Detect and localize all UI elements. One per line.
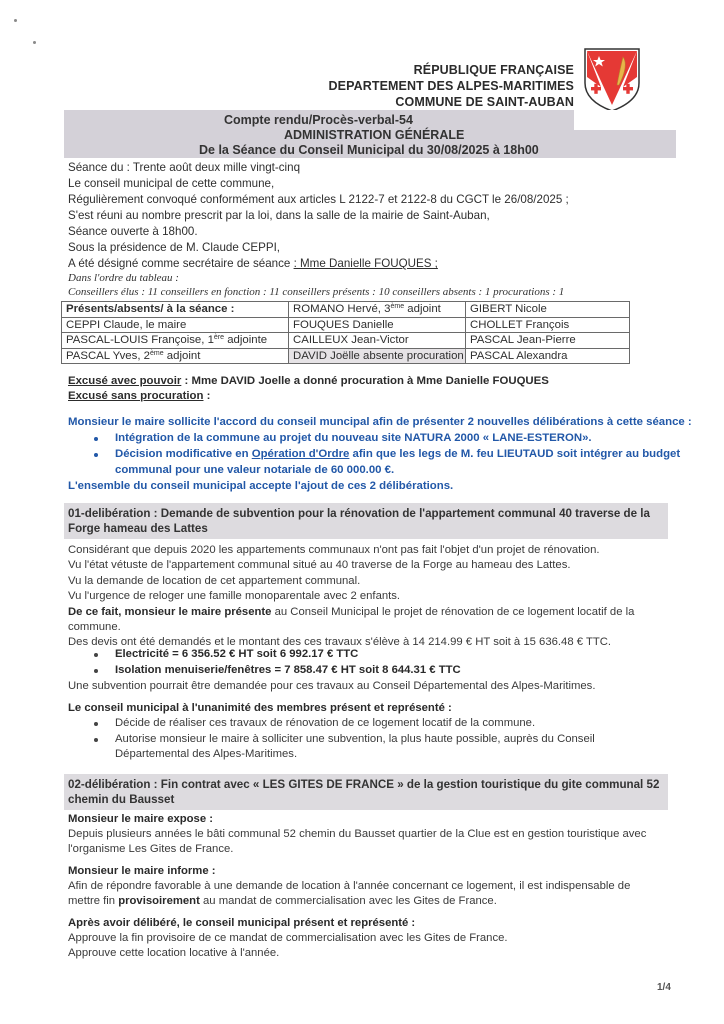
bullet-icon [94,453,98,457]
table-cell: CAILLEUX Jean-Victor [289,333,466,349]
table-cell: PASCAL Yves, 2ème adjoint [62,348,289,364]
inform-heading: Monsieur le maire informe : [68,865,216,877]
councillor-counts: Conseillers élus : 11 conseillers en fonction : 11 conseillers présents : 10 conseillers absents : 1 procurations : 1 [68,286,565,298]
expose-body: Depuis plusieurs années le bâti communal 52 chemin du Bausset quartier de la Clue est en gestion touristique avec l'organisme Les Gites de France. [68,828,647,856]
report-session: De la Séance du Conseil Municipal du 30/08/2025 à 18h00 [199,143,539,157]
intro-line: Sous la présidence de M. Claude CEPPI, [68,241,281,254]
after-deliberation-heading: Après avoir délibéré, le conseil municipal présent et représenté : [68,917,416,929]
additions-conclusion: L'ensemble du conseil municipal accepte l'ajout de ces 2 délibérations. [68,480,454,492]
secretary-value: : Mme Danielle FOUQUES ; [293,257,438,270]
table-cell: Présents/absents/ à la séance : [62,302,289,318]
scan-speck [33,41,36,44]
additions-item-budget-cont: communal pour une valeur notariale de 60 000.00 €. [115,464,395,476]
bullet-icon [94,722,98,726]
additions-item-natura: Intégration de la commune au projet du nouveau site NATURA 2000 « LANE-ESTERON». [115,432,592,444]
bullet-icon [94,669,98,673]
title-box-notch [574,110,676,130]
table-cell: PASCAL Jean-Pierre [466,333,630,349]
intro-line: S'est réuni au nombre prescrit par la loi, dans la salle de la mairie de Saint-Auban, [68,209,490,222]
table-cell: CHOLLET François [466,317,630,333]
deliberation-02-heading: 02-délibération : Fin contrat avec « LES GITES DE FRANCE » de la gestion touristique du gite communal 52 chemin du Bausset [64,774,668,810]
intro-line: Régulièrement convoqué conformément aux articles L 2122-7 et 2122-8 du CGCT le 26/08/2025 ; [68,193,569,206]
coat-of-arms-icon [583,47,641,113]
table-cell: PASCAL-LOUIS Françoise, 1ère adjointe [62,333,289,349]
intro-line: Séance ouverte à 18h00. [68,225,198,238]
table-row [62,317,630,333]
report-number: Compte rendu/Procès-verbal-54 [224,113,413,127]
intro-secretary-line [68,256,569,272]
bullet-icon [94,738,98,742]
quote-electricity: Electricité = 6 356.52 € HT soit 6 992.17 € TTC [115,648,359,660]
header-republic: RÉPUBLIQUE FRANÇAISE [413,63,574,77]
after-deliberation-body: Approuve la fin provisoire de ce mandat de commercialisation avec les Gites de France. Approuve cette location locative à l'année. [68,932,508,960]
decision-item: Décide de réaliser ces travaux de rénovation de ce logement locatif de la commune. [115,717,536,729]
deliberation-01-body: Considérant que depuis 2020 les appartements communaux n'ont pas fait l'objet d'un projet de rénovation. Vu l'état vétuste de l'appartement communal situé au 40 traverse de la Forge au hameau des Lattes. Vu la demande de location de cet appartement communal. Vu l'urgence de reloger une famille monoparentale avec 2 enfants. De ce fait, monsieur le maire présente au Conseil Municipal le projet de rénovation de ce logement locatif de la commune. Des devis ont été demandés et le montant des ces travaux s'élève à 14 214.99 € HT soit à 15 636.48 € TTC. [68,544,635,649]
table-row [62,302,630,318]
deliberation-01-heading: 01-delibération : Demande de subvention pour la rénovation de l'appartement communal 40 traverse de la Forge hameau des Lattes [64,503,668,539]
intro-line: Le conseil municipal de cette commune, [68,177,275,190]
page-number: 1/4 [657,982,671,993]
additions-intro: Monsieur le maire sollicite l'accord du conseil muncipal afin de présenter 2 nouvelles délibérations à cette séance : [68,416,692,428]
secretary-label: A été désigné comme secrétaire de séance [68,257,294,270]
bullet-icon [94,653,98,657]
header-department: DEPARTEMENT DES ALPES-MARITIMES [328,79,574,93]
excused-with-power: Excusé avec pouvoir : Mme DAVID Joelle a donné procuration à Mme Danielle FOUQUES [68,375,549,387]
subsidy-note: Une subvention pourrait être demandée pour ces travaux au Conseil Départemental des Alpes-Maritimes. [68,680,596,692]
table-cell: CEPPI Claude, le maire [62,317,289,333]
table-row [62,333,630,349]
excused-without-power: Excusé sans procuration : [68,390,211,402]
table-row [62,348,630,364]
additions-item-budget: Décision modificative en Opération d'Ordre afin que les legs de M. feu LIEUTAUD soit intégrer au budget [115,448,681,460]
scan-speck [14,19,17,22]
session-intro [68,160,569,272]
header-commune: COMMUNE DE SAINT-AUBAN [395,95,574,109]
quote-insulation: Isolation menuiserie/fenêtres = 7 858.47 € HT soit 8 644.31 € TTC [115,664,461,676]
inform-body: Afin de répondre favorable à une demande de location à l'année concernant ce logement, il est indispensable de mettre fin provisoirement au mandat de commercialisation avec les Gites de France. [68,880,631,908]
order-note: Dans l'ordre du tableau : [68,272,179,284]
table-cell-absent: DAVID Joëlle absente procuration [289,348,466,364]
bullet-icon [94,437,98,441]
report-category: ADMINISTRATION GÉNÉRALE [284,128,465,142]
attendance-table [61,301,630,364]
expose-heading: Monsieur le maire expose : [68,813,214,825]
table-cell: PASCAL Alexandra [466,348,630,364]
table-cell: FOUQUES Danielle [289,317,466,333]
decision-heading: Le conseil municipal à l'unanimité des membres présent et représenté : [68,702,452,714]
intro-line: Séance du : Trente août deux mille vingt-cinq [68,161,301,174]
table-cell: ROMANO Hervé, 3ème adjoint [289,302,466,318]
decision-item: Autorise monsieur le maire à solliciter une subvention, la plus haute possible, auprès du Conseil [115,733,595,745]
decision-item-cont: Départemental des Alpes-Maritimes. [115,748,298,760]
table-cell: GIBERT Nicole [466,302,630,318]
